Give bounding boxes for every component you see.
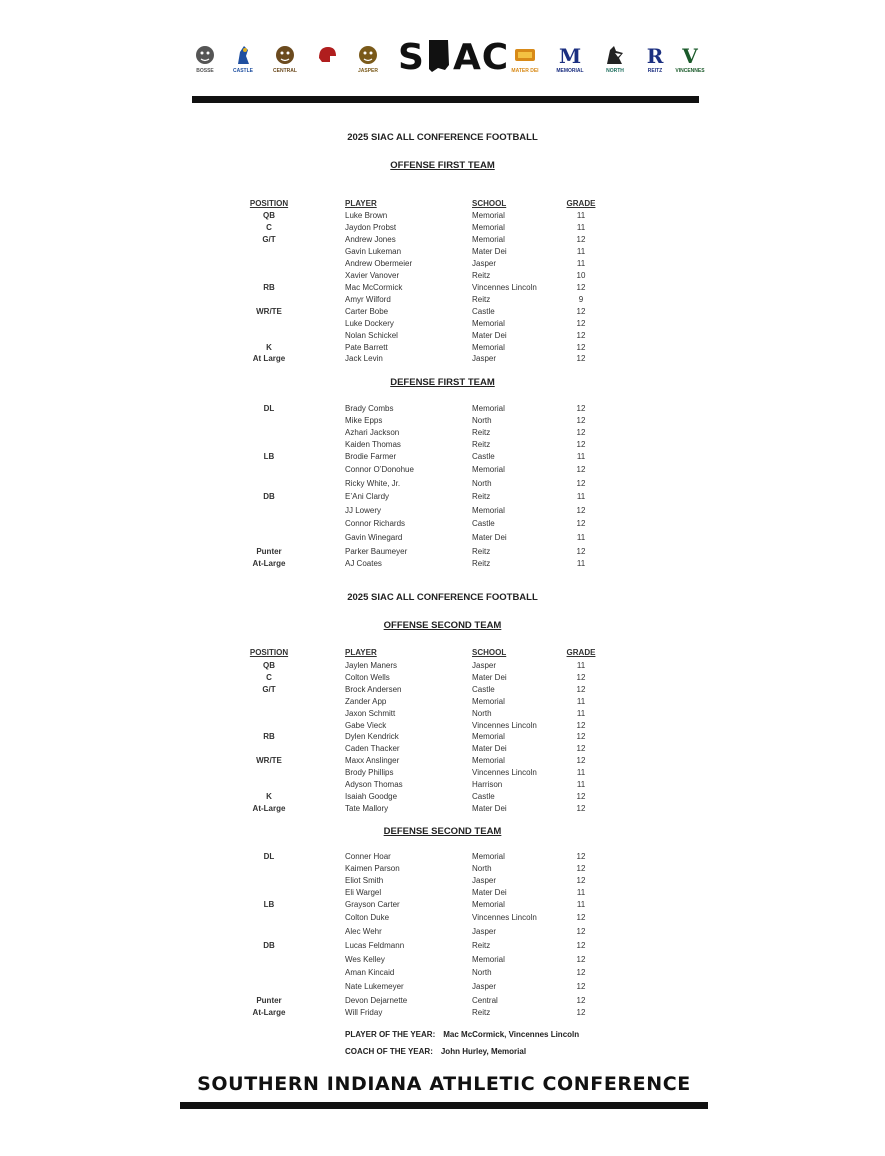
grade-cell: 11 (576, 661, 586, 670)
position-cell: At-Large (252, 559, 286, 568)
grade-cell: 12 (576, 1008, 586, 1017)
helmet-icon (316, 44, 338, 66)
roster-row (0, 533, 885, 545)
position-cell: WR/TE (256, 307, 282, 316)
school-cell: Mater Dei (472, 331, 507, 340)
grade-cell: 12 (576, 804, 586, 813)
position-cell: At Large (252, 354, 286, 363)
position-cell: C (266, 673, 272, 682)
position-cell: DB (263, 941, 275, 950)
school-logo-caption: CENTRAL (273, 68, 297, 74)
player-cell: Maxx Anslinger (345, 756, 400, 765)
player-cell: Jaylen Maners (345, 661, 398, 670)
roster-row (0, 927, 885, 939)
grade-cell: 11 (576, 452, 586, 461)
school-cell: Reitz (472, 492, 491, 501)
roster-row (0, 982, 885, 994)
school-logo (228, 44, 258, 74)
knight-icon (232, 44, 254, 66)
roster-row (0, 768, 885, 780)
roster-row (0, 354, 885, 366)
grade-cell: 12 (576, 673, 586, 682)
roster-row (0, 211, 885, 223)
grade-cell: 12 (576, 876, 586, 885)
roster-row (0, 416, 885, 428)
roster-row (0, 506, 885, 518)
grade-cell: 12 (576, 404, 586, 413)
player-cell: Jaydon Probst (345, 223, 397, 232)
roster-row (0, 331, 885, 343)
player-cell: Will Friday (345, 1008, 383, 1017)
roster-row (0, 744, 885, 756)
school-logo-caption: NORTH (606, 68, 624, 74)
grade-cell: 12 (576, 307, 586, 316)
player-cell: Brady Combs (345, 404, 394, 413)
svg-text:V: V (682, 44, 698, 66)
position-cell: K (266, 343, 272, 352)
school-cell: Memorial (472, 506, 505, 515)
roster-row (0, 804, 885, 816)
svg-text:M: M (559, 44, 581, 66)
player-cell: Zander App (345, 697, 387, 706)
school-cell: Jasper (472, 927, 497, 936)
school-cell: North (472, 968, 492, 977)
grade-cell: 12 (576, 732, 586, 741)
roster-row (0, 996, 885, 1008)
award-line (345, 1030, 579, 1039)
school-cell: Memorial (472, 465, 505, 474)
V-icon (679, 44, 701, 66)
roster-row (0, 465, 885, 477)
position-cell: DL (263, 852, 275, 861)
school-cell: Vincennes Lincoln (472, 913, 537, 922)
school-logo-caption: MATER DEI (511, 68, 539, 74)
school-cell: Castle (472, 685, 495, 694)
player-cell: Pate Barrett (345, 343, 388, 352)
school-cell: Memorial (472, 852, 505, 861)
player-header: PLAYER (345, 648, 377, 657)
position-cell: G/T (262, 235, 276, 244)
school-cell: Jasper (472, 661, 497, 670)
school-logo-caption: CASTLE (233, 68, 253, 74)
grade-cell: 12 (576, 968, 586, 977)
school-cell: Jasper (472, 259, 497, 268)
school-cell: North (472, 416, 492, 425)
grade-cell: 12 (576, 319, 586, 328)
section-title: 2025 SIAC ALL CONFERENCE FOOTBALL (347, 592, 538, 603)
school-cell: Vincennes Lincoln (472, 768, 537, 777)
player-cell: Kaiden Thomas (345, 440, 401, 449)
player-cell: AJ Coates (345, 559, 382, 568)
roster-row (0, 864, 885, 876)
M-icon (559, 44, 581, 66)
player-cell: Wes Kelley (345, 955, 385, 964)
R-icon (644, 44, 666, 66)
school-cell: Memorial (472, 343, 505, 352)
player-cell: Caden Thacker (345, 744, 400, 753)
school-cell: Mater Dei (472, 247, 507, 256)
bulldog-icon (194, 44, 216, 66)
award-label: PLAYER OF THE YEAR: (345, 1030, 436, 1039)
grade-cell: 12 (576, 913, 586, 922)
player-cell: Andrew Obermeier (345, 259, 413, 268)
position-cell: LB (263, 452, 275, 461)
player-header: PLAYER (345, 199, 377, 208)
player-cell: Colton Wells (345, 673, 390, 682)
position-cell: QB (263, 661, 275, 670)
svg-text:R: R (646, 44, 664, 66)
position-cell: C (266, 223, 272, 232)
player-cell: Kaimen Parson (345, 864, 400, 873)
grade-cell: 12 (576, 685, 586, 694)
school-cell: Mater Dei (472, 804, 507, 813)
section-subtitle: DEFENSE SECOND TEAM (383, 826, 502, 837)
grade-cell: 11 (576, 259, 586, 268)
grade-cell: 9 (578, 295, 584, 304)
school-cell: Castle (472, 519, 495, 528)
grade-cell: 12 (576, 479, 586, 488)
position-cell: RB (263, 732, 275, 741)
player-cell: JJ Lowery (345, 506, 382, 515)
school-cell: Memorial (472, 223, 505, 232)
grade-cell: 12 (576, 927, 586, 936)
siac-logo-right: AC (452, 37, 510, 78)
roster-row (0, 440, 885, 452)
school-cell: Castle (472, 792, 495, 801)
grade-cell: 11 (576, 900, 586, 909)
player-cell: Eli Wargel (345, 888, 382, 897)
grade-cell: 11 (576, 888, 586, 897)
roster-row (0, 888, 885, 900)
position-cell: Punter (256, 547, 282, 556)
roster-row (0, 259, 885, 271)
school-cell: Memorial (472, 697, 505, 706)
roster-row (0, 697, 885, 709)
roster-row (0, 792, 885, 804)
indiana-state-icon (426, 39, 452, 73)
player-cell: Grayson Carter (345, 900, 400, 909)
player-cell: Xavier Vanover (345, 271, 400, 280)
roster-row (0, 295, 885, 307)
school-logo (510, 44, 540, 74)
school-cell: Reitz (472, 295, 491, 304)
school-logo (675, 44, 705, 74)
position-cell: WR/TE (256, 756, 282, 765)
award-label: COACH OF THE YEAR: (345, 1047, 433, 1056)
school-cell: Memorial (472, 319, 505, 328)
school-cell: Memorial (472, 955, 505, 964)
conference-name-footer: SOUTHERN INDIANA ATHLETIC CONFERENCE (197, 1073, 691, 1095)
school-logo (600, 44, 630, 74)
school-logo (190, 44, 220, 74)
roster-row (0, 519, 885, 531)
husky-icon (604, 44, 626, 66)
bottom-divider (180, 1102, 708, 1109)
roster-row (0, 913, 885, 925)
roster-row (0, 876, 885, 888)
school-cell: Vincennes Lincoln (472, 283, 537, 292)
grade-cell: 12 (576, 744, 586, 753)
section-subtitle: DEFENSE FIRST TEAM (390, 377, 495, 388)
school-logo-caption: VINCENNES (675, 68, 705, 74)
md-icon (514, 44, 536, 66)
player-cell: Gabe Vieck (345, 721, 387, 730)
grade-cell: 11 (576, 211, 586, 220)
roster-row (0, 673, 885, 685)
position-cell: DL (263, 404, 275, 413)
school-cell: North (472, 479, 492, 488)
player-cell: Amyr Wilford (345, 295, 391, 304)
player-cell: Parker Baumeyer (345, 547, 408, 556)
section-subtitle: OFFENSE FIRST TEAM (390, 160, 495, 171)
roster-row (0, 235, 885, 247)
school-cell: Memorial (472, 900, 505, 909)
school-cell: Mater Dei (472, 673, 507, 682)
grade-cell: 11 (576, 709, 586, 718)
school-logo-caption: REITZ (647, 68, 663, 74)
school-logo (312, 44, 342, 66)
grade-cell: 11 (576, 780, 586, 789)
section-subtitle: OFFENSE SECOND TEAM (383, 620, 502, 631)
player-cell: Dylen Kendrick (345, 732, 399, 741)
player-cell: Luke Brown (345, 211, 388, 220)
player-cell: Mike Epps (345, 416, 383, 425)
position-cell: QB (263, 211, 275, 220)
roster-row (0, 223, 885, 235)
school-cell: Mater Dei (472, 888, 507, 897)
roster-row (0, 900, 885, 912)
school-cell: Castle (472, 307, 495, 316)
school-logo-row (190, 37, 705, 82)
grade-cell: 12 (576, 547, 586, 556)
roster-row (0, 452, 885, 464)
school-logo (640, 44, 670, 74)
player-cell: Nate Lukemeyer (345, 982, 404, 991)
school-cell: Reitz (472, 559, 491, 568)
player-cell: Carter Bobe (345, 307, 389, 316)
position-header: POSITION (249, 199, 289, 208)
player-cell: Gavin Lukeman (345, 247, 402, 256)
player-cell: Connor O’Donohue (345, 465, 414, 474)
school-cell: Reitz (472, 428, 491, 437)
position-cell: Punter (256, 996, 282, 1005)
player-cell: Eliot Smith (345, 876, 384, 885)
school-cell: Reitz (472, 1008, 491, 1017)
player-cell: Jack Levin (345, 354, 383, 363)
column-header-row (0, 648, 885, 660)
bear-icon (274, 44, 296, 66)
award-value: Mac McCormick, Vincennes Lincoln (443, 1030, 580, 1039)
grade-cell: 12 (576, 864, 586, 873)
school-cell: Castle (472, 452, 495, 461)
player-cell: Azhari Jackson (345, 428, 400, 437)
roster-row (0, 709, 885, 721)
school-cell: Mater Dei (472, 533, 507, 542)
grade-cell: 11 (576, 697, 586, 706)
player-cell: E’Ani Clardy (345, 492, 390, 501)
school-cell: Harrison (472, 780, 503, 789)
player-cell: Isaiah Goodge (345, 792, 398, 801)
grade-cell: 12 (576, 283, 586, 292)
grade-cell: 12 (576, 941, 586, 950)
grade-cell: 12 (576, 955, 586, 964)
roster-row (0, 247, 885, 259)
player-cell: Aman Kincaid (345, 968, 395, 977)
player-cell: Ricky White, Jr. (345, 479, 401, 488)
position-cell: G/T (262, 685, 276, 694)
school-logo-caption: MEMORIAL (556, 68, 584, 74)
siac-logo (398, 38, 509, 78)
grade-cell: 12 (576, 996, 586, 1005)
roster-row (0, 271, 885, 283)
player-cell: Brody Phillips (345, 768, 394, 777)
school-cell: North (472, 864, 492, 873)
roster-row (0, 955, 885, 967)
roster-row (0, 547, 885, 559)
player-cell: Gavin Winegard (345, 533, 403, 542)
school-header: SCHOOL (472, 648, 507, 657)
position-header: POSITION (249, 648, 289, 657)
player-cell: Brodie Farmer (345, 452, 397, 461)
position-cell: DB (263, 492, 275, 501)
player-cell: Colton Duke (345, 913, 390, 922)
roster-row (0, 732, 885, 744)
roster-row (0, 283, 885, 295)
roster-row (0, 1008, 885, 1020)
grade-cell: 12 (576, 428, 586, 437)
grade-cell: 12 (576, 235, 586, 244)
grade-cell: 12 (576, 354, 586, 363)
grade-cell: 12 (576, 756, 586, 765)
section-title: 2025 SIAC ALL CONFERENCE FOOTBALL (347, 132, 538, 143)
school-header: SCHOOL (472, 199, 507, 208)
school-logo (353, 44, 383, 74)
player-cell: Mac McCormick (345, 283, 403, 292)
school-cell: Jasper (472, 354, 497, 363)
school-cell: Memorial (472, 404, 505, 413)
grade-header: GRADE (566, 199, 596, 208)
roster-row (0, 492, 885, 504)
top-divider (192, 96, 699, 103)
grade-cell: 11 (576, 559, 586, 568)
school-cell: Vincennes Lincoln (472, 721, 537, 730)
roster-row (0, 479, 885, 491)
roster-row (0, 756, 885, 768)
player-cell: Lucas Feldmann (345, 941, 405, 950)
roster-row (0, 307, 885, 319)
position-cell: K (266, 792, 272, 801)
award-value: John Hurley, Memorial (440, 1047, 527, 1056)
school-logo-caption: JASPER (357, 68, 378, 74)
school-cell: Mater Dei (472, 744, 507, 753)
grade-cell: 12 (576, 792, 586, 801)
player-cell: Alec Wehr (345, 927, 382, 936)
roster-row (0, 559, 885, 571)
grade-cell: 11 (576, 223, 586, 232)
position-cell: At-Large (252, 804, 286, 813)
grade-cell: 11 (576, 768, 586, 777)
player-cell: Nolan Schickel (345, 331, 398, 340)
school-cell: Central (472, 996, 498, 1005)
school-cell: Memorial (472, 211, 505, 220)
grade-cell: 12 (576, 519, 586, 528)
roster-row (0, 319, 885, 331)
player-cell: Brock Andersen (345, 685, 402, 694)
school-cell: North (472, 709, 492, 718)
grade-cell: 12 (576, 416, 586, 425)
wildcat-icon (357, 44, 379, 66)
school-cell: Reitz (472, 440, 491, 449)
school-cell: Reitz (472, 271, 491, 280)
school-logo (270, 44, 300, 74)
position-cell: RB (263, 283, 275, 292)
school-cell: Reitz (472, 547, 491, 556)
roster-row (0, 428, 885, 440)
grade-cell: 12 (576, 982, 586, 991)
roster-row (0, 404, 885, 416)
roster-row (0, 968, 885, 980)
grade-cell: 12 (576, 465, 586, 474)
column-header-row (0, 199, 885, 211)
grade-cell: 11 (576, 492, 586, 501)
position-cell: LB (263, 900, 275, 909)
position-cell: At-Large (252, 1008, 286, 1017)
grade-cell: 12 (576, 331, 586, 340)
player-cell: Andrew Jones (345, 235, 396, 244)
roster-row (0, 685, 885, 697)
grade-cell: 11 (576, 533, 586, 542)
school-logo-caption: BOSSE (196, 68, 214, 74)
player-cell: Connor Richards (345, 519, 406, 528)
roster-row (0, 852, 885, 864)
school-cell: Reitz (472, 941, 491, 950)
player-cell: Conner Hoar (345, 852, 391, 861)
school-cell: Memorial (472, 732, 505, 741)
player-cell: Devon Dejarnette (345, 996, 408, 1005)
school-cell: Memorial (472, 235, 505, 244)
grade-header: GRADE (566, 648, 596, 657)
roster-row (0, 780, 885, 792)
school-cell: Jasper (472, 982, 497, 991)
grade-cell: 12 (576, 343, 586, 352)
school-cell: Memorial (472, 756, 505, 765)
award-line (345, 1047, 526, 1056)
grade-cell: 12 (576, 440, 586, 449)
player-cell: Tate Mallory (345, 804, 389, 813)
grade-cell: 10 (576, 271, 586, 280)
player-cell: Jaxon Schmitt (345, 709, 396, 718)
grade-cell: 12 (576, 721, 586, 730)
roster-row (0, 661, 885, 673)
roster-row (0, 941, 885, 953)
school-cell: Jasper (472, 876, 497, 885)
siac-logo-left: S (398, 37, 425, 78)
school-logo (555, 44, 585, 74)
grade-cell: 12 (576, 852, 586, 861)
player-cell: Luke Dockery (345, 319, 394, 328)
grade-cell: 12 (576, 506, 586, 515)
grade-cell: 11 (576, 247, 586, 256)
player-cell: Adyson Thomas (345, 780, 403, 789)
